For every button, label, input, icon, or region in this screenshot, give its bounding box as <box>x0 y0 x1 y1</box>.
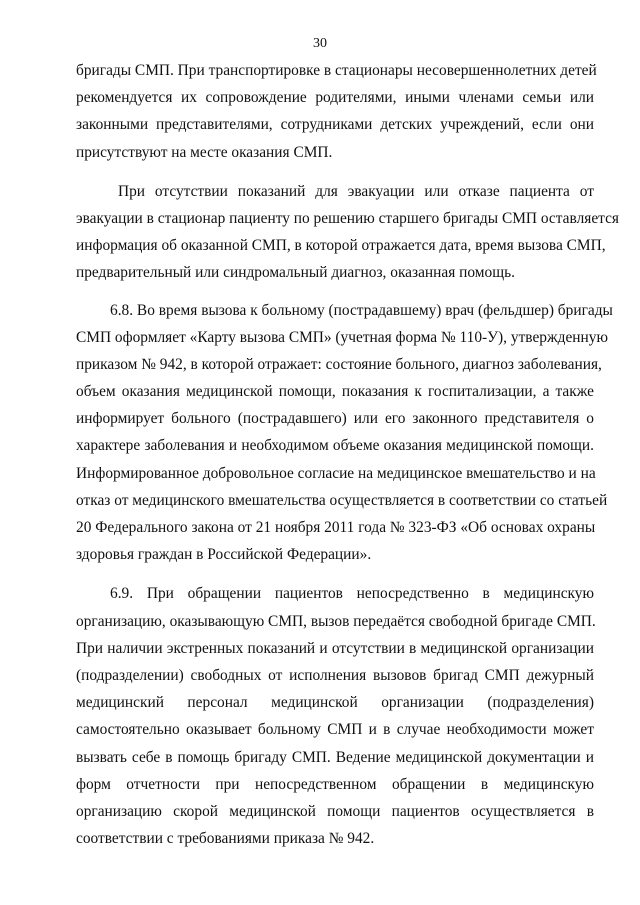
text-line: здоровья граждан в Российской Федерации». <box>76 546 372 564</box>
text-line: законными представителями, сотрудниками детских учреждений, если они <box>76 116 594 134</box>
paragraph-no-evacuation <box>76 178 619 287</box>
paragraph-gap <box>76 287 594 297</box>
paragraph-6-8 <box>76 297 613 569</box>
text-line: СМП оформляет «Карту вызова СМП» (учетная форма № 110-У), утвержденную <box>76 328 608 346</box>
text-line: предварительный или синдромальный диагноз, оказанная помощь. <box>76 264 515 282</box>
text-line: вызвать себе в помощь бригаду СМП. Ведение медицинской документации и <box>76 748 594 766</box>
text-line: эвакуации в стационар пациенту по решению старшего бригады СМП оставляется <box>76 209 619 227</box>
text-line: форм отчетности при непосредственном обращении в медицинскую <box>76 775 594 793</box>
text-line: 6.8. Во время вызова к больному (пострадавшему) врач (фельдшер) бригады <box>110 301 613 319</box>
text-line: 20 Федерального закона от 21 ноября 2011 года № 323-ФЗ «Об основах охраны <box>76 519 596 536</box>
text-line: информирует больного (пострадавшего) или его законного представителя о <box>76 410 594 428</box>
document-body <box>76 57 619 852</box>
text-line: объем оказания медицинской помощи, показания к госпитализации, а также <box>76 383 594 401</box>
text-line: При наличии экстренных показаний и отсутствии в медицинской организации <box>76 639 594 657</box>
text-line: бригады СМП. При транспортировке в стационары несовершеннолетних детей <box>76 62 597 79</box>
page-number: 30 <box>313 36 327 51</box>
text-line: присутствуют на месте оказания СМП. <box>76 143 333 161</box>
text-line: (подразделении) свободных от исполнения вызовов бригад СМП дежурный <box>76 666 594 684</box>
text-line: При отсутствии показаний для эвакуации или отказе пациента от <box>118 182 594 200</box>
text-line: организацию, оказывающую СМП, вызов передаётся свободной бригаде СМП. <box>76 612 596 630</box>
paragraph-gap <box>76 568 594 580</box>
text-line: рекомендуется их сопровождение родителями, иными членами семьи или <box>76 89 594 107</box>
text-line: характере заболевания и необходимом объеме оказания медицинской помощи. <box>76 437 594 455</box>
paragraph-6-9 <box>76 580 594 852</box>
text-line: медицинский персонал медицинской организации (подразделения) <box>76 694 594 712</box>
text-line: соответствии с требованиями приказа № 942. <box>76 830 375 848</box>
text-line: 6.9. При обращении пациентов непосредственно в медицинскую <box>110 585 594 603</box>
text-line: самостоятельно оказывает больному СМП и в случае необходимости может <box>76 721 594 739</box>
paragraph-gap <box>76 166 594 178</box>
text-line: организацию скорой медицинской помощи пациентов осуществляется в <box>76 802 594 820</box>
paragraph-transport <box>76 57 597 166</box>
text-line: Информированное добровольное согласие на медицинское вмешательство и на <box>76 464 596 482</box>
text-line: информация об оказанной СМП, в которой отражается дата, время вызова СМП, <box>76 237 606 255</box>
text-line: отказ от медицинского вмешательства осуществляется в соответствии со статьей <box>76 491 608 509</box>
text-line: приказом № 942, в которой отражает: состояние больного, диагноз заболевания, <box>76 355 602 373</box>
